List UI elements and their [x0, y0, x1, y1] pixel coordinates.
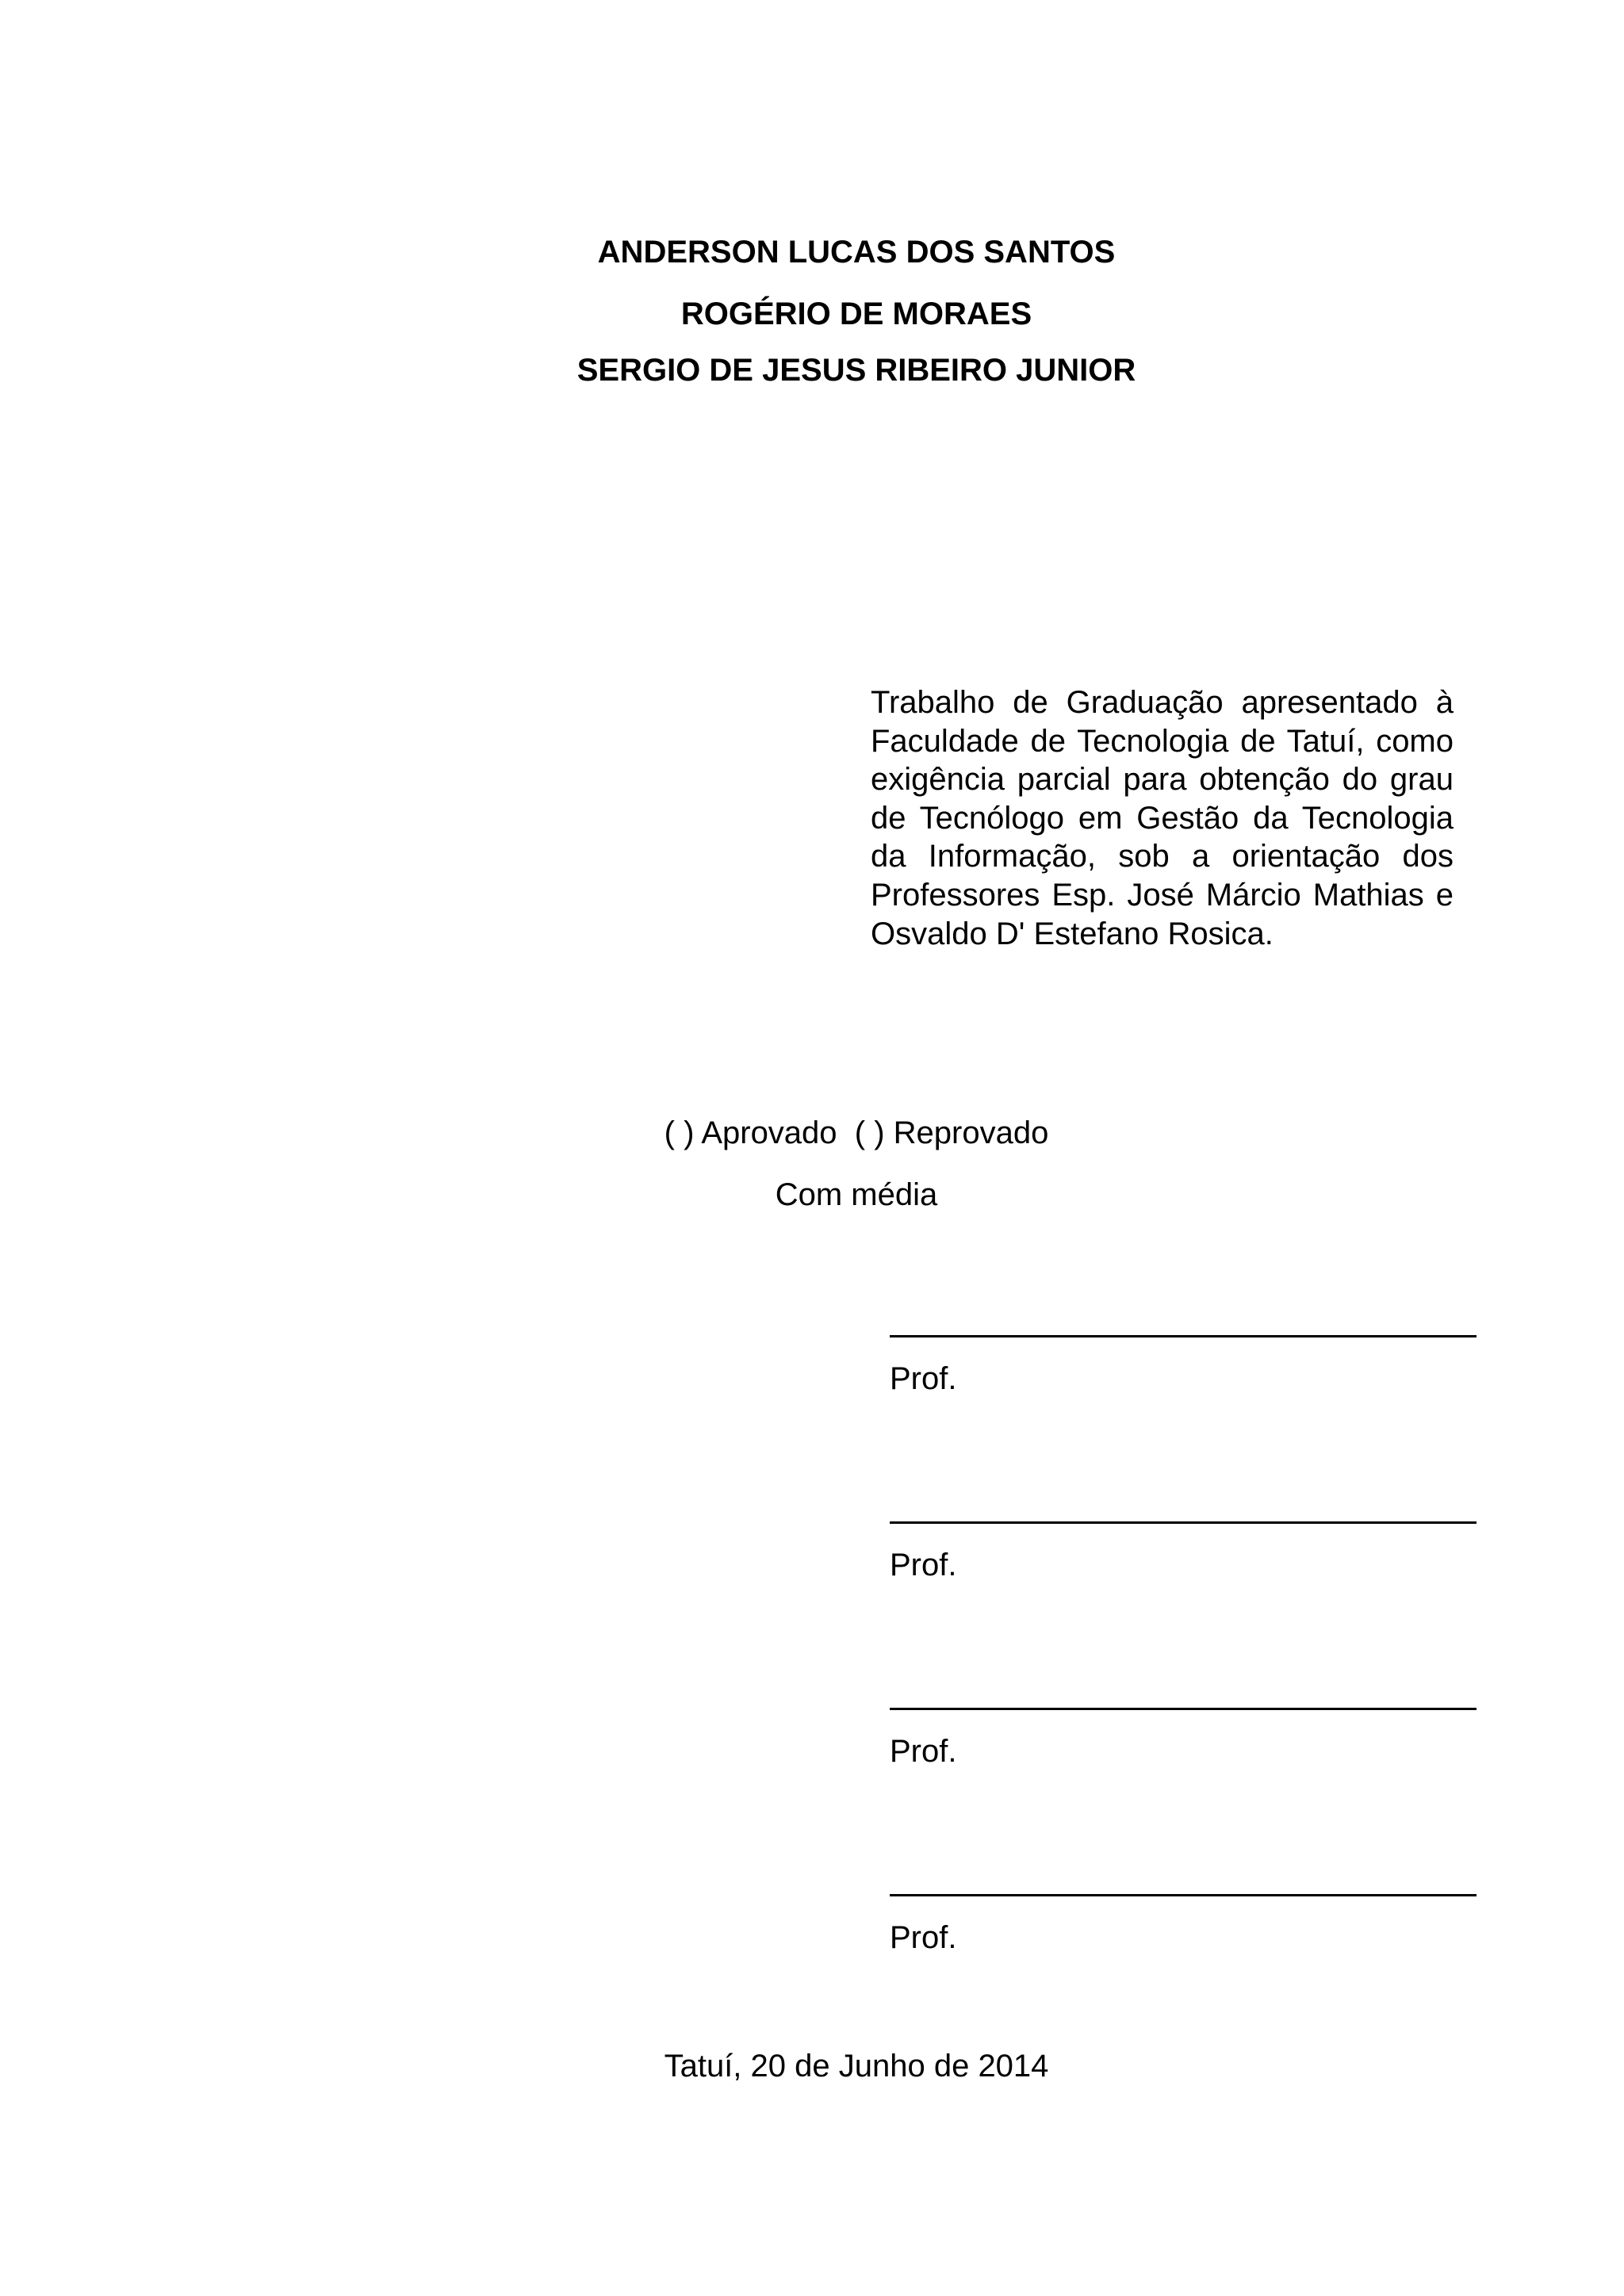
- work-description: Trabalho de Graduação apresentado à Faculdade de Tecnologia de Tatuí, como exigência parcial para obtenção do grau de Tecnólogo em Gestão da Tecnologia da Informação, sob a orientação dos Professores Esp. José Márcio Mathias e Osvaldo D' Estefano Rosica.: [871, 685, 1454, 951]
- signature-block: [890, 1894, 1477, 1957]
- professor-label: Prof.: [890, 1920, 957, 1955]
- professor-label: Prof.: [890, 1548, 957, 1582]
- signature-block: [890, 1335, 1477, 1398]
- signature-line: [890, 1521, 1477, 1524]
- signature-line: [890, 1335, 1477, 1337]
- signature-block: [890, 1708, 1477, 1770]
- professor-label: Prof.: [890, 1361, 957, 1396]
- author-name: ROGÉRIO DE MORAES: [680, 297, 1032, 331]
- place-and-date: Tatuí, 20 de Junho de 2014: [664, 2049, 1049, 2084]
- signature-block: [890, 1521, 1477, 1584]
- signature-line: [890, 1708, 1477, 1710]
- result-options: ( ) Aprovado ( ) Reprovado: [664, 1115, 1049, 1150]
- author-name: SERGIO DE JESUS RIBEIRO JUNIOR: [576, 353, 1136, 388]
- professor-label: Prof.: [890, 1734, 957, 1769]
- author-name: ANDERSON LUCAS DOS SANTOS: [597, 235, 1116, 270]
- average-label: Com média: [775, 1177, 938, 1212]
- signature-line: [890, 1894, 1477, 1896]
